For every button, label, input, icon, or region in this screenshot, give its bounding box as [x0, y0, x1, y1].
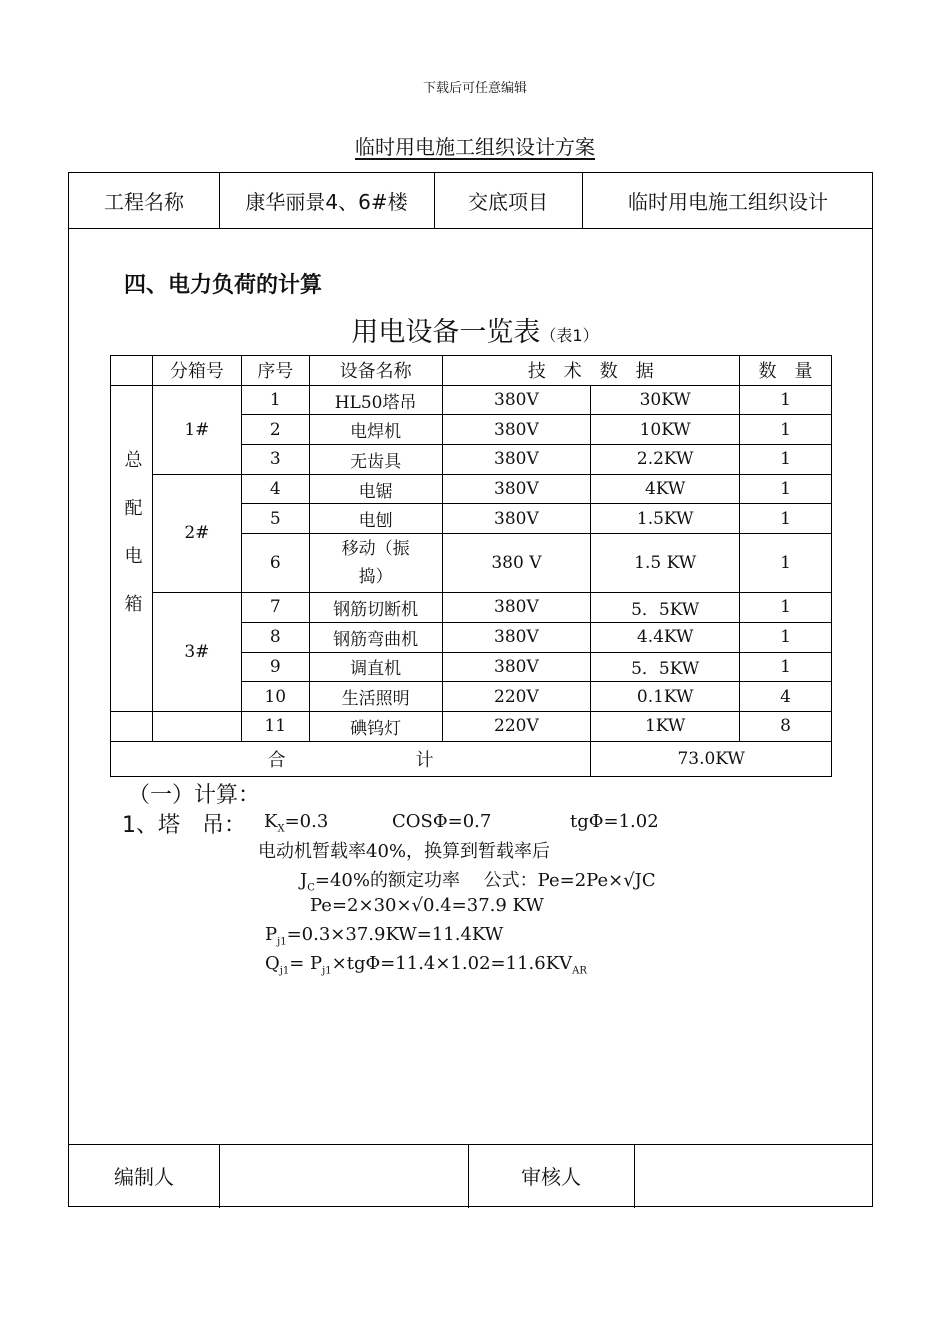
row-qty: 1	[740, 445, 832, 475]
row-name: 碘钨灯	[309, 711, 442, 741]
row-no: 4	[241, 474, 309, 504]
reviewer-label: 审核人	[521, 1164, 581, 1189]
row-voltage: 380V	[442, 385, 591, 415]
row-voltage: 380 V	[442, 534, 591, 593]
row-power: 5．5KW	[591, 652, 740, 682]
row-no: 9	[241, 652, 309, 682]
row-voltage: 380V	[442, 652, 591, 682]
calc-heading: （一）计算：	[128, 783, 261, 808]
row-name: 电刨	[309, 504, 442, 534]
total-row	[111, 741, 832, 776]
calc-line-2: 电动机暂载率40%，换算到暂载率后	[258, 841, 551, 862]
total-value: 73.0KW	[591, 741, 832, 776]
row-voltage: 380V	[442, 504, 591, 534]
cos-value: COSΦ=0.7	[392, 811, 492, 832]
row-qty: 1	[740, 622, 832, 652]
row-no: 10	[241, 682, 309, 712]
header-equipment-name: 设备名称	[309, 356, 442, 386]
table-row	[111, 711, 832, 741]
row-power: 1.5KW	[591, 504, 740, 534]
row-name: 移动（振捣）	[309, 534, 442, 593]
tg-value: tgΦ=1.02	[570, 811, 659, 832]
row-voltage: 380V	[442, 415, 591, 445]
table-row	[111, 385, 832, 415]
row-voltage: 380V	[442, 445, 591, 475]
row-no: 11	[241, 711, 309, 741]
row-name: 无齿具	[309, 445, 442, 475]
row-qty: 1	[740, 385, 832, 415]
calc-line-3: $J_C=40\%$的额定功率 公式：Pe=2Pe×√JC	[300, 870, 656, 894]
pj1-line: $P_{j1}=0.3\times 37.9KW=11.4KW$	[265, 924, 504, 948]
row-name: 电锯	[309, 474, 442, 504]
header-cell-blank	[111, 356, 153, 386]
row-qty: 1	[740, 593, 832, 623]
item-label: 交底项目	[468, 190, 548, 214]
qj1-line: $Q_{j1}= P_{j1}\times tg\Phi=11.4\times 1.02=11.6KV_{AR}$	[265, 953, 587, 977]
equipment-table	[110, 355, 832, 777]
row-power: 4.4KW	[591, 622, 740, 652]
row-voltage: 380V	[442, 622, 591, 652]
box-2-cell: 2#	[152, 474, 241, 592]
watermark-text: 下载后可任意编辑	[422, 81, 527, 96]
row-name: 钢筋切断机	[309, 593, 442, 623]
row-power: 0.1KW	[591, 682, 740, 712]
row-no: 2	[241, 415, 309, 445]
row-qty: 1	[740, 652, 832, 682]
row-qty: 1	[740, 504, 832, 534]
row-power: 1.5 KW	[591, 534, 740, 593]
table-header-row	[111, 356, 832, 386]
blank-cell	[111, 711, 153, 741]
box-1-cell: 1#	[152, 385, 241, 474]
row-voltage: 220V	[442, 711, 591, 741]
row-name: 钢筋弯曲机	[309, 622, 442, 652]
row-power: 30KW	[591, 385, 740, 415]
header-divider	[69, 228, 872, 229]
total-label: 合 计	[111, 741, 591, 776]
row-voltage: 380V	[442, 593, 591, 623]
project-name-value: 康华丽景4、6#楼	[245, 190, 408, 214]
header-quantity: 数 量	[740, 356, 832, 386]
crane-label: 1、塔 吊：	[122, 813, 246, 838]
row-qty: 1	[740, 474, 832, 504]
row-name: HL50塔吊	[309, 385, 442, 415]
reviewer-value	[634, 1144, 874, 1206]
row-qty: 1	[740, 534, 832, 593]
row-power: 2.2KW	[591, 445, 740, 475]
section-heading: 四、电力负荷的计算	[124, 273, 323, 298]
table-row	[111, 474, 832, 504]
calc-line-4: Pe=2×30×√0.4=37.9 KW	[310, 895, 544, 916]
row-power: 4KW	[591, 474, 740, 504]
box-3-cell: 3#	[152, 593, 241, 712]
table-row	[111, 593, 832, 623]
project-name-label: 工程名称	[104, 190, 184, 214]
document-title: 临时用电施工组织设计方案	[355, 135, 595, 159]
header-tech-data: 技 术 数 据	[442, 356, 740, 386]
header-box-no: 分箱号	[152, 356, 241, 386]
row-no: 1	[241, 385, 309, 415]
row-power: 10KW	[591, 415, 740, 445]
row-no: 5	[241, 504, 309, 534]
row-voltage: 380V	[442, 474, 591, 504]
table-title: 用电设备一览表（表1）	[351, 317, 599, 348]
row-no: 3	[241, 445, 309, 475]
row-name: 生活照明	[309, 682, 442, 712]
item-value: 临时用电施工组织设计	[628, 190, 828, 214]
row-no: 6	[241, 534, 309, 593]
blank-cell	[152, 711, 241, 741]
row-power: 1KW	[591, 711, 740, 741]
row-power: 5．5KW	[591, 593, 740, 623]
row-no: 8	[241, 622, 309, 652]
row-qty: 4	[740, 682, 832, 712]
row-no: 7	[241, 593, 309, 623]
editor-value	[219, 1144, 468, 1206]
header-seq-no: 序号	[241, 356, 309, 386]
main-distribution-box-cell: 总配电箱	[111, 385, 153, 711]
row-voltage: 220V	[442, 682, 591, 712]
editor-label: 编制人	[114, 1164, 174, 1189]
row-name: 电焊机	[309, 415, 442, 445]
row-qty: 1	[740, 415, 832, 445]
row-name: 调直机	[309, 652, 442, 682]
kx-value: $K_X=0.3$	[264, 811, 329, 835]
row-qty: 8	[740, 711, 832, 741]
